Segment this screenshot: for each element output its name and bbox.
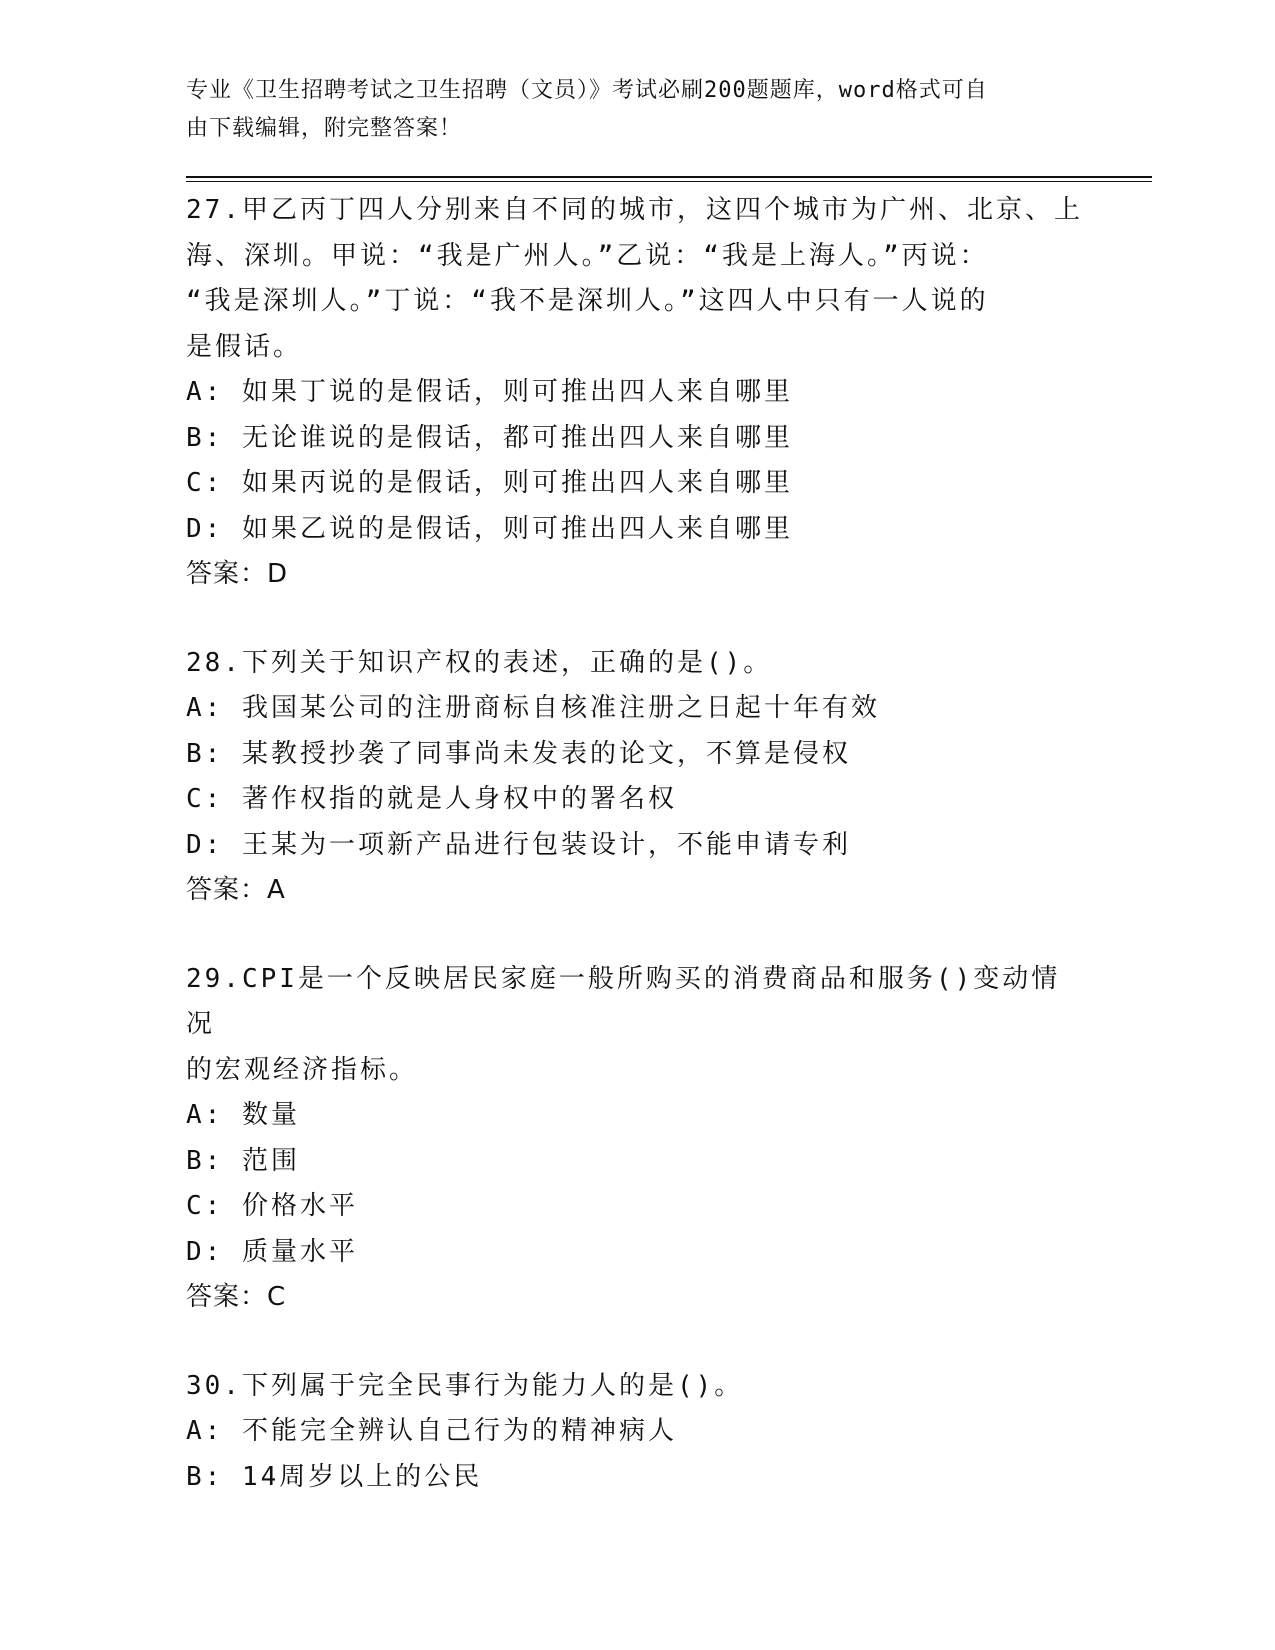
option-a: A: 如果丁说的是假话，则可推出四人来自哪里 (186, 377, 793, 407)
option-b: B: 无论谁说的是假话，都可推出四人来自哪里 (186, 422, 793, 453)
question-27 (186, 188, 1086, 598)
stem-line: 是假话。 (186, 331, 303, 362)
question-stem (186, 957, 1086, 1094)
answer-line: 答案：D (186, 559, 289, 589)
question-29 (186, 957, 1086, 1321)
question-stem (186, 641, 1086, 687)
stem-line: 28.下列关于知识产权的表述，正确的是()。 (186, 647, 773, 678)
option-a: A: 不能完全辨认自己行为的精神病人 (186, 1416, 677, 1446)
option-d: D: 如果乙说的是假话，则可推出四人来自哪里 (186, 513, 793, 544)
stem-line: 30.下列属于完全民事行为能力人的是()。 (186, 1370, 744, 1401)
option-d: D: 王某为一项新产品进行包装设计，不能申请专利 (186, 829, 851, 860)
question-list (186, 188, 1086, 1543)
option-c: C: 著作权指的就是人身权中的署名权 (186, 784, 677, 814)
option-b: B: 14周岁以上的公民 (186, 1461, 483, 1492)
question-stem (186, 1364, 1086, 1410)
stem-line: 29.CPI是一个反映居民家庭一般所购买的消费商品和服务()变动情况 (186, 963, 1061, 1039)
answer-line: 答案：C (186, 1282, 287, 1312)
option-d: D: 质量水平 (186, 1236, 358, 1267)
header-line-1: 专业《卫生招聘考试之卫生招聘（文员）》考试必刷200题题库，word格式可自 (186, 78, 988, 103)
question-30 (186, 1364, 1086, 1501)
option-b: B: 范围 (186, 1145, 300, 1176)
document-header (186, 72, 1066, 148)
option-a: A: 我国某公司的注册商标自核准注册之日起十年有效 (186, 693, 880, 723)
option-c: C: 价格水平 (186, 1191, 358, 1221)
option-b: B: 某教授抄袭了同事尚未发表的论文，不算是侵权 (186, 738, 851, 769)
answer-line: 答案：A (186, 875, 286, 905)
stem-line: “我是深圳人。”丁说：“我不是深圳人。”这四人中只有一人说的 (186, 286, 989, 316)
header-divider-thin (186, 181, 1152, 182)
question-28 (186, 641, 1086, 914)
question-stem (186, 188, 1086, 370)
stem-line: 海、深圳。甲说：“我是广州人。”乙说：“我是上海人。”丙说： (186, 240, 989, 271)
header-divider-thick (186, 176, 1152, 178)
option-c: C: 如果丙说的是假话，则可推出四人来自哪里 (186, 468, 793, 498)
stem-line: 的宏观经济指标。 (186, 1054, 419, 1085)
option-a: A: 数量 (186, 1100, 300, 1130)
header-line-2: 由下载编辑，附完整答案！ (186, 116, 463, 141)
stem-line: 27.甲乙丙丁四人分别来自不同的城市，这四个城市为广州、北京、上 (186, 195, 1083, 225)
